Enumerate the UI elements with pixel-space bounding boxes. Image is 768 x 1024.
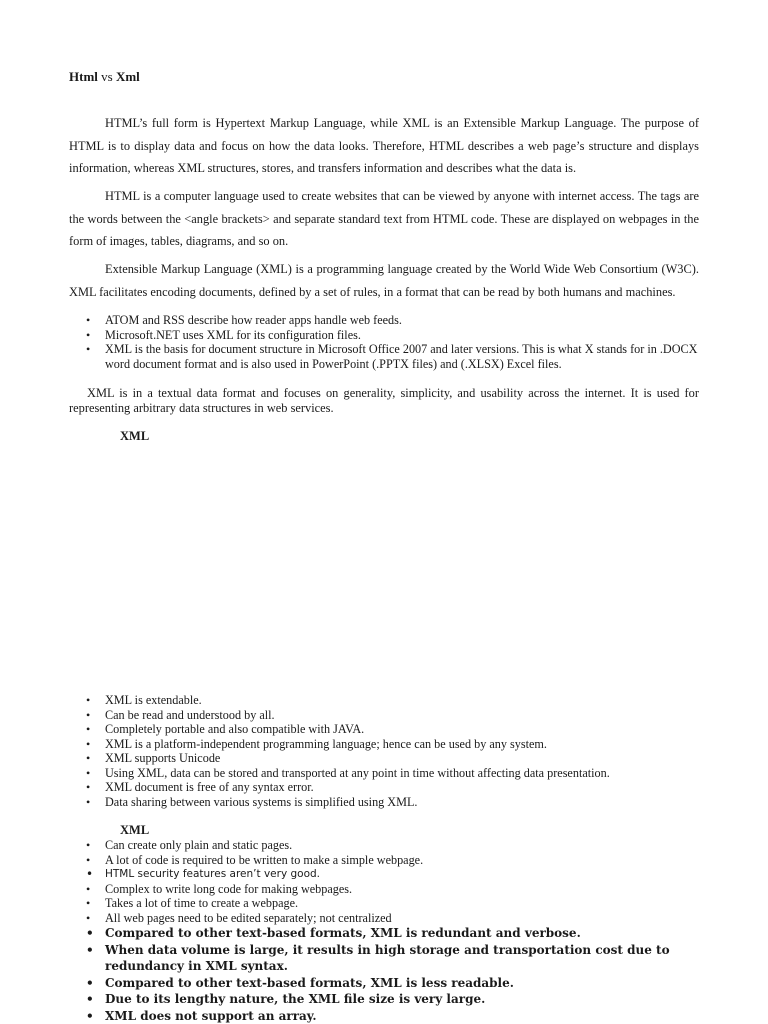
- list-item: • Completely portable and also compatible with JAVA.: [105, 722, 705, 737]
- paragraph-3: [69, 258, 699, 303]
- list-item: • XML document is free of any syntax error.: [105, 780, 705, 795]
- title-xml: Xml: [115, 69, 140, 84]
- title-html: Html: [69, 69, 98, 84]
- list-item: • Due to its lengthy nature, the XML file size is very large.: [105, 991, 705, 1008]
- list-item: • Can create only plain and static pages.: [105, 838, 705, 853]
- list-item: • Complex to write long code for making webpages.: [105, 882, 705, 897]
- section-heading-2: XML: [120, 823, 150, 837]
- xml-uses-list: [69, 313, 705, 371]
- list-item: • All web pages need to be edited separately; not centralized: [105, 911, 705, 926]
- list-item: • A lot of code is required to be written to make a simple webpage.: [105, 853, 705, 868]
- list-item: • XML is the basis for document structure in Microsoft Office 2007 and later versions. This is what X stands for in .DOCX word document format and is also used in PowerPoint (.PPTX files) and (.XLSX) Excel files.: [105, 342, 705, 371]
- list-item: • Takes a lot of time to create a webpage.: [105, 896, 705, 911]
- list-item: • XML supports Unicode: [105, 751, 705, 766]
- paragraph-2: [69, 185, 699, 253]
- list-item: • Compared to other text-based formats, XML is redundant and verbose.: [105, 925, 705, 942]
- advantages-list: [69, 693, 705, 809]
- page-title: [69, 69, 140, 85]
- paragraph-2-text: HTML is a computer language used to create websites that can be viewed by anyone with internet access. The tags are the words between the <angle brackets> and separate standard text from HTML code. These are displayed on webpages in the form of images, tables, diagrams, and so on.: [69, 189, 699, 248]
- list-item: • XML does not support an array.: [105, 1008, 705, 1024]
- paragraph-3-text: Extensible Markup Language (XML) is a programming language created by the World Wide Web Consortium (W3C). XML facilitates encoding documents, defined by a set of rules, in a format that can be read by both humans and machines.: [69, 262, 699, 299]
- paragraph-1-text: HTML’s full form is Hypertext Markup Language, while XML is an Extensible Markup Language. The purpose of HTML is to display data and focus on how the data looks. Therefore, HTML describes a web page’s structure and displays information, whereas XML structures, stores, and transfers information and describes what the data is.: [69, 116, 699, 175]
- list-item: • Using XML, data can be stored and transported at any point in time without affecting data presentation.: [105, 766, 705, 781]
- paragraph-4: [69, 386, 699, 416]
- list-item: • Microsoft.NET uses XML for its configuration files.: [105, 328, 705, 343]
- list-item: • Data sharing between various systems is simplified using XML.: [105, 795, 705, 810]
- section-heading-1: XML: [120, 429, 150, 443]
- list-item: • Compared to other text-based formats, XML is less readable.: [105, 975, 705, 992]
- list-item: • When data volume is large, it results in high storage and transportation cost due to redundancy in XML syntax.: [105, 942, 705, 975]
- paragraph-1: [69, 112, 699, 180]
- list-item: • Can be read and understood by all.: [105, 708, 705, 723]
- paragraph-4-text: XML is in a textual data format and focuses on generality, simplicity, and usability across the internet. It is used for representing arbitrary data structures in web services.: [69, 386, 699, 415]
- list-item: • ATOM and RSS describe how reader apps handle web feeds.: [105, 313, 705, 328]
- disadvantages-list: [69, 838, 705, 925]
- list-item: • HTML security features aren’t very good.: [105, 867, 705, 882]
- title-vs: vs: [101, 69, 113, 84]
- xml-disadvantages-list: [69, 925, 705, 1024]
- list-item: • XML is extendable.: [105, 693, 705, 708]
- list-item: • XML is a platform-independent programming language; hence can be used by any system.: [105, 737, 705, 752]
